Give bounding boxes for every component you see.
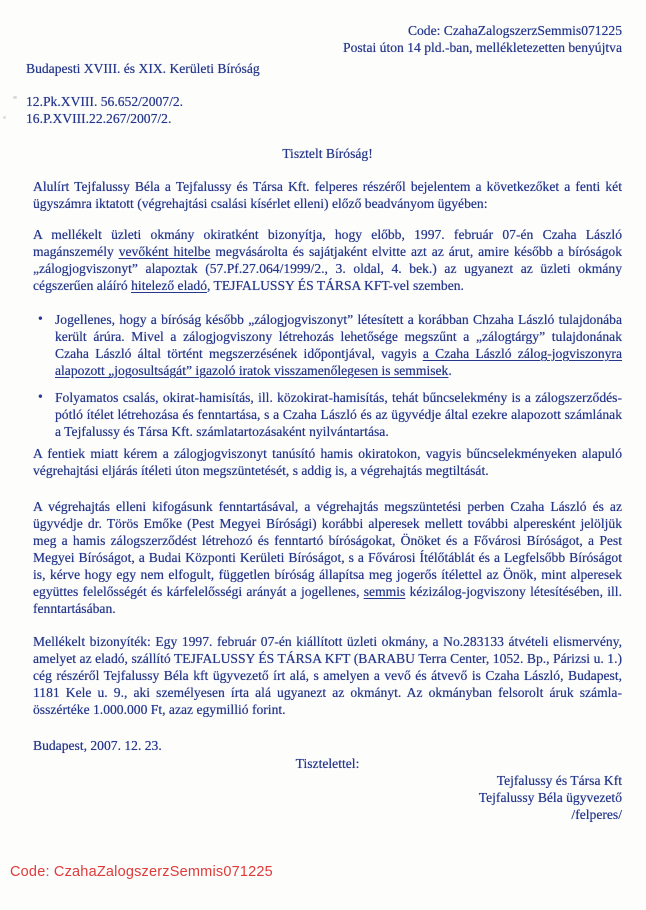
paragraph-evidence: Mellékelt bizonyíték: Egy 1997. február 07-én kiállított üzleti okmány, a No.283133 átvételi elismervény, amelyet az eladó, szállító TEJFALUSSY ÉS TÁRSA KFT (BARABU Terra Center, 1052. Bp., Párizsi u. 1.) cég részéről Tejfalussy Béla kft ügyvezető írt alá, s amelyen a vevő és átvevő is Czaha László, Budapest, 1181 Kele u. 9., aki személyesen írta alá ugyanezt az okmányt. Az okmányban felsorolt áruk számla-összértéke 1.000.000 Ft, azaz egymillió forint.	[33, 634, 622, 717]
date-line: Budapest, 2007. 12. 23.	[33, 738, 162, 753]
bullet-text: Jogellenes, hogy a bíróság később „zálogjogviszonyt” létesített a korábban Chzaha László tulajdonába került árúra. Mivel a zálogjogviszony létrehozás lehetősége megszűnt a „zálogtárgy” tulajdonának Czaha László által történt megszerzésének időpontjával, vagyis a Czaha László zálog-jogviszonyra alapozott „jogosultságát” igazoló iratok visszamenőlegesen is semmisek.	[55, 312, 622, 378]
signature-block	[33, 772, 622, 823]
salutation: Tisztelt Bíróság!	[282, 146, 373, 161]
signature-company: Tejfalussy és Társa Kft	[496, 773, 622, 788]
case-number: 16.P.XVIII.22.267/2007/2.	[26, 111, 172, 126]
paragraph-request: A fentiek miatt kérem a zálogjogviszonyt tanúsító hamis okiratokon, vagyis bűncselekményeken alapuló végrehajtási eljárás ítéleti úton megszüntetését, s addig is, a végrehajtás megtiltását.	[33, 446, 622, 478]
bullet-icon: •	[38, 389, 43, 404]
letter-content	[26, 0, 623, 823]
case-number: 12.Pk.XVIII. 56.652/2007/2.	[26, 94, 184, 109]
bullet-item	[33, 311, 622, 379]
paragraph-enforcement: A végrehajtás elleni kifogásunk fenntartásával, a végrehajtás megszüntetési perben Czaha László és az ügyvédje dr. Törös Emőke (Pest Megyei Bírósági) korábbi alperesek mellett további alperesként jelöljük meg a hamis zálogszerződést létrehozó és fenntartó bíróságokat, Önöket és a Fővárosi Bíróságot, a Pest Megyei Bíróságot, a Budai Központi Kerületi Bíróságot, s a Fővárosi Ítélőtáblát és a Legfelsőbb Bíróságot is, kérve hogy egy nem elfogult, független bíróság állapítsa meg jogerős ítélettel az Önök, mint alperesek együttes felelősségét és kárfelelősségi arányát a jogellenes, semmis kézizálog-jogviszony létesítésében, ill. fenntartásában.	[33, 499, 622, 616]
postal-note: Postai úton 14 pld.-ban, mellékletezetten benyújtva	[343, 40, 622, 55]
bullet-item	[33, 389, 622, 440]
header-right-block	[33, 0, 622, 56]
closing-phrase: Tisztelettel:	[295, 756, 360, 771]
bullet-list	[33, 311, 622, 440]
document-code-line: Code: CzahaZalogszerzSemmis071225	[407, 23, 622, 38]
signature-role: /felperes/	[571, 807, 622, 822]
recipient-court: Budapesti XVIII. és XIX. Kerületi Bíróság	[26, 61, 260, 76]
bullet-icon: •	[38, 311, 43, 326]
scan-artifact	[3, 116, 6, 119]
signature-name: Tejfalussy Béla ügyvezető	[478, 790, 622, 805]
scan-artifact	[13, 96, 17, 99]
bullet-text: Folyamatos csalás, okirat-hamisítás, ill. közokirat-hamisítás, tehát bűncselekmény is a zálogszerződés-pótló ítélet létrehozása és fenntartása, s a Czaha László és az ügyvédje által ezekre alapozott számlának a Tejfalussy és Társa Kft. számlatartozásaként nyilvántartása.	[55, 390, 622, 439]
case-numbers	[26, 93, 622, 127]
footer-document-code: Code: CzahaZalogszerzSemmis071225	[10, 864, 273, 880]
paragraph-intro: Alulírt Tejfalussy Béla a Tejfalussy és Társa Kft. felperes részéről bejelentem a következőket a fenti két ügyszámra iktatott (végrehajtási csalási kísérlet elleni) előző beadványom ügyében:	[33, 179, 622, 211]
paragraph-business-document: A mellékelt üzleti okmány okiratként bizonyítja, hogy előbb, 1997. február 07-én Czaha László magánszemély vevőként hitelbe megvásárolta és sajátjaként elvitte azt az árut, amire később a bíróságok „zálogjogviszonyt” alapoztak (57.Pf.27.064/1999/2., 3. oldal, 4. bek.) az ugyanezt az üzleti okmány cégszerűen aláíró hitelező eladó, TEJFALUSSY ÉS TÁRSA KFT-vel szemben.	[33, 227, 623, 293]
